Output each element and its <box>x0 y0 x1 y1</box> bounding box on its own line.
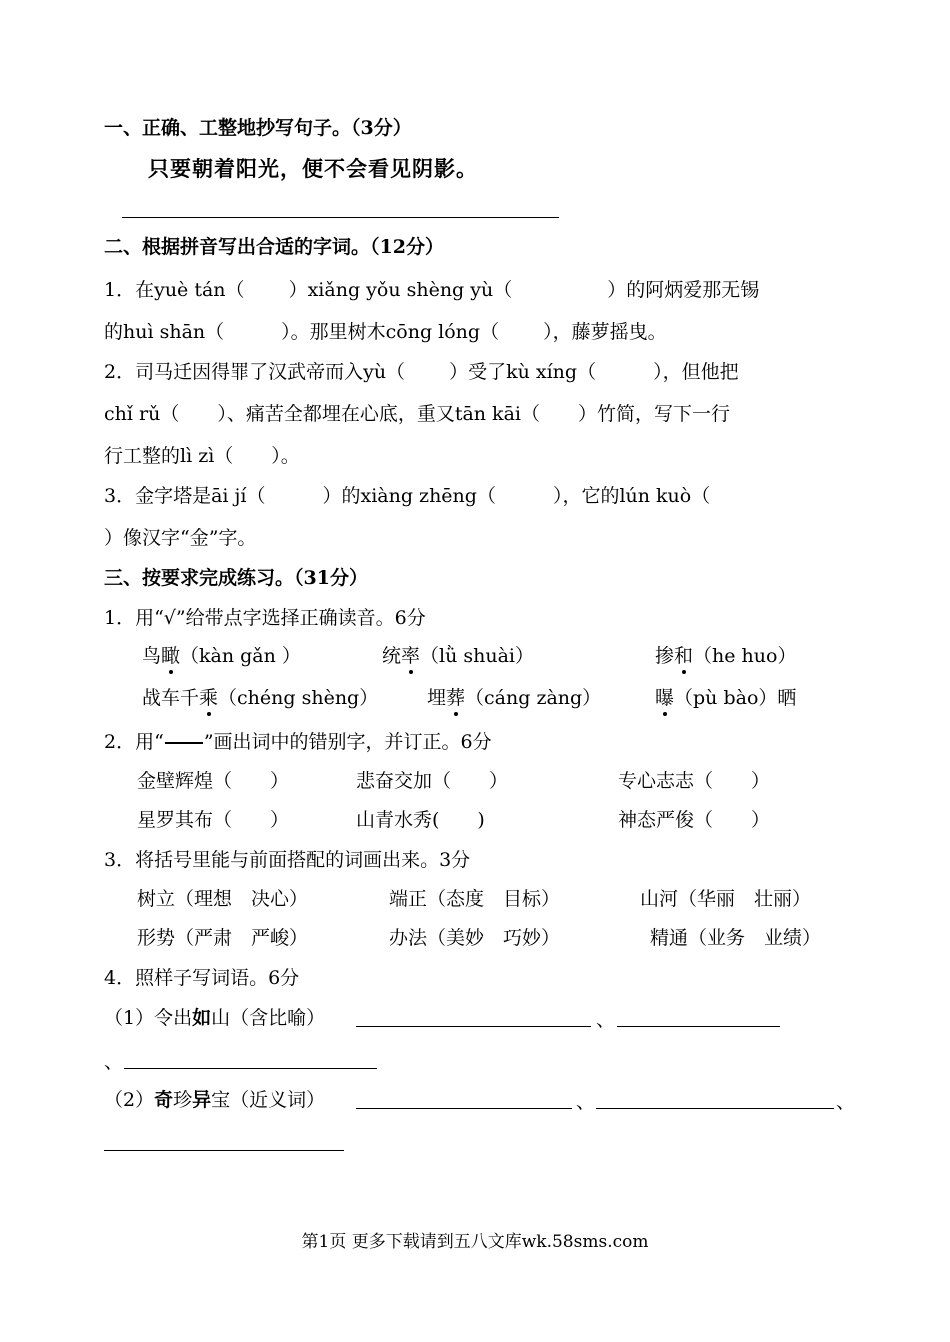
answer-line[interactable] <box>104 1150 344 1151</box>
pinyin-line-4: chǐ rǔ（ ）、痛苦全都埋在心底，重又tān kāi（ ）竹简，写下一行 <box>104 403 730 425</box>
answer-line[interactable] <box>124 1068 377 1069</box>
page-footer: 第1页 更多下载请到五八文库wk.58sms.com <box>301 1232 649 1252</box>
q3-item: 树立（理想 决心） <box>137 888 309 910</box>
q3-item: 精通（业务 业绩） <box>650 927 822 949</box>
q1-item: 曝（pù bào）晒 <box>655 687 797 709</box>
answer-line[interactable] <box>596 1108 834 1109</box>
pinyin-line-7: ）像汉字“金”字。 <box>104 527 257 549</box>
copy-sentence: 只要朝着阳光，便不会看见阴影。 <box>148 156 478 181</box>
q2-item: 悲奋交加（ ） <box>356 770 509 792</box>
pinyin-line-1: 1．在yuè tán（ ）xiǎng yǒu shèng yù（ ）的阿炳爱那无锡 <box>104 279 760 301</box>
pinyin-line-6: 3．金字塔是āi jí（ ）的xiàng zhēng（ ），它的lún kuò（ <box>104 485 711 507</box>
q1-item: 战车千乘（chéng shèng） <box>142 687 379 709</box>
separator: 、 <box>836 1091 856 1113</box>
q2-title: 2．用“ ”画出词中的错别字，并订正。6分 <box>104 731 492 753</box>
q3-item: 办法（美妙 巧妙） <box>389 927 561 949</box>
separator: 、 <box>104 1051 124 1073</box>
q3-title: 3．将括号里能与前面搭配的词画出来。3分 <box>104 849 471 871</box>
q2-item: 星罗其布（ ） <box>137 809 290 831</box>
answer-line[interactable] <box>356 1026 591 1027</box>
pinyin-line-5: 行工整的lì zì（ ）。 <box>104 445 300 467</box>
q2-item: 神态严俊（ ） <box>618 809 771 831</box>
q2-item: 山青水秀( ) <box>356 809 485 831</box>
underline-sample <box>165 742 203 744</box>
copy-answer-line <box>122 217 559 218</box>
answer-line[interactable] <box>356 1108 572 1109</box>
section-1-heading: 一、正确、工整地抄写句子。（3分） <box>104 117 412 139</box>
separator: 、 <box>576 1091 596 1113</box>
q4-example-1: （1）令出如山（含比喻） <box>104 1007 326 1029</box>
pinyin-line-3: 2．司马迁因得罪了汉武帝而入yù（ ）受了kù xíng（ ），但他把 <box>104 361 739 383</box>
answer-line[interactable] <box>617 1026 780 1027</box>
separator: 、 <box>596 1009 616 1031</box>
q1-item: 统率（lǜ shuài） <box>382 645 535 667</box>
q1-item: 鸟瞰（kàn gǎn ） <box>142 645 301 667</box>
q1-title: 1．用“√”给带点字选择正确读音。6分 <box>104 607 426 629</box>
q1-item: 埋葬（cáng zàng） <box>427 687 602 709</box>
q2-item: 金壁辉煌（ ） <box>137 770 290 792</box>
q2-item: 专心志志（ ） <box>618 770 771 792</box>
q3-item: 端正（态度 目标） <box>389 888 561 910</box>
q4-title: 4．照样子写词语。6分 <box>104 967 300 989</box>
q4-example-2: （2）奇珍异宝（近义词） <box>104 1089 326 1111</box>
section-2-heading: 二、根据拼音写出合适的字词。（12分） <box>104 236 444 258</box>
q3-item: 形势（严肃 严峻） <box>137 927 309 949</box>
q1-item: 掺和（he huo） <box>655 645 797 667</box>
pinyin-line-2: 的huì shān（ ）。那里树木cōng lóng（ ），藤萝摇曳。 <box>104 321 667 343</box>
q3-item: 山河（华丽 壮丽） <box>640 888 812 910</box>
section-3-heading: 三、按要求完成练习。（31分） <box>104 567 368 589</box>
